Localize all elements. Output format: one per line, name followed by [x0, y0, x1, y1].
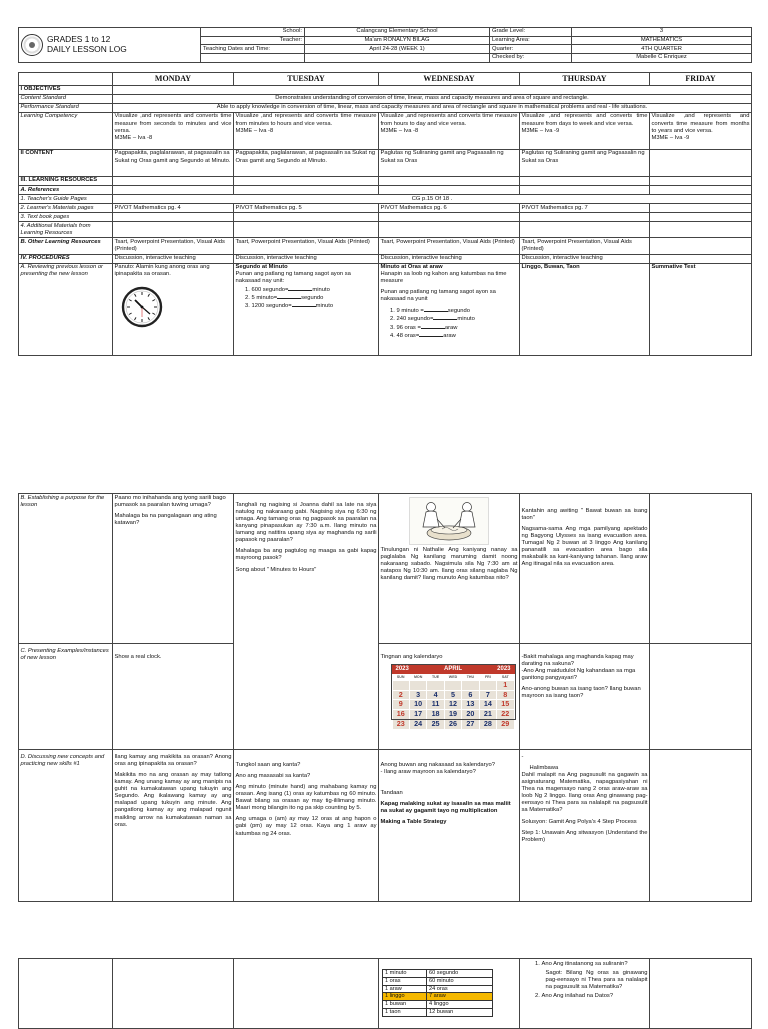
textbook-label: 3. Text book pages	[19, 213, 113, 222]
calendar-day	[480, 681, 496, 690]
calendar-day: 10	[410, 700, 426, 709]
review-tuesday-intro: Punan ang patlang ng tamang sagot ayon sa nakasaad nay unit:	[235, 271, 351, 285]
polya-steps	[520, 959, 650, 1029]
competency-wednesday: Visualize ,and represents and converts time measure from hours to day and vice versa. M3ME – Iva -8	[379, 112, 520, 149]
objectives-label: I OBJECTIVES	[19, 85, 113, 94]
calendar-weekday: SAT	[497, 675, 513, 679]
discussing-thursday	[520, 750, 650, 902]
calendar-day	[445, 681, 461, 690]
table-row: 1 buwan 4 linggo	[383, 1001, 493, 1009]
calendar-year: 2023	[395, 666, 409, 673]
calendar-day	[462, 681, 478, 690]
calendar-day: 4	[427, 691, 443, 700]
calendar-day: 15	[497, 700, 513, 709]
presenting-wednesday-text: Tingnan ang kalendaryo	[380, 654, 443, 660]
wall-clock-icon	[121, 286, 163, 328]
calendar-day: 6	[462, 691, 478, 700]
lm-wednesday: PIVOT Mathematics pg. 6	[379, 204, 520, 213]
calendar-day	[393, 681, 409, 690]
review-wednesday	[379, 263, 520, 355]
list-item: 1. 9 minuto = segundo	[397, 307, 518, 315]
day-tuesday: TUESDAY	[234, 73, 379, 86]
discussing-wednesday-p2: - Ilang araw mayroon sa kalendaryo?	[380, 769, 476, 776]
list-item: 1. Ano Ang itinatanong sa suliranin? Sagot: Bilang Ng oras sa ginawang pag-eensayo ni Thea para sa nalalapit na pagsusulit sa Matematika?	[542, 961, 648, 991]
presenting-thursday-p3: Ano-anong buwan sa isang taon? Ilang buwan mayroon sa isang taon?	[521, 686, 641, 700]
list-item: 1. 600 segundo= minuto	[252, 286, 377, 294]
teachers-guide-text: CG p.15 Of 18 .	[113, 195, 752, 204]
review-wednesday-p1: Hanapin sa loob ng kahon ang katumbas na time measure	[380, 271, 507, 285]
list-item: 3. 1200 segundo= minuto	[252, 302, 377, 310]
list-item: 4. 48 oras= araw	[397, 332, 518, 340]
calendar-day: 28	[480, 720, 496, 729]
discussing-wednesday-p3: Tandaan	[380, 790, 403, 797]
deped-seal-icon	[21, 34, 43, 56]
discussing-monday-p1: Ilang kamay ang makikita sa orasan? Anong oras ang ipinapakita sa orasan?	[114, 754, 232, 768]
day-monday: MONDAY	[113, 73, 234, 86]
calendar-day: 27	[462, 720, 478, 729]
performance-standard-text: Able to apply knowledge in conversion of time, linear, mass and capacity measures and area of rectangle and square in mathematical problems and real - life situations.	[113, 103, 752, 112]
discussing-thursday-p4: Step 1: Unawain Ang sitwasyon (Understand the Problem)	[521, 829, 648, 843]
proc-thursday: Discussion, interactive teaching	[520, 254, 650, 263]
calendar-day: 9	[393, 700, 409, 709]
conversion-cell	[379, 959, 520, 1029]
calendar-day: 11	[427, 700, 443, 709]
area-value: MATHEMATICS	[572, 36, 752, 45]
dates-label: Teaching Dates and Time:	[201, 45, 305, 54]
calendar-day: 8	[497, 691, 513, 700]
content-thursday: Paglutas ng Suliraning gamit ang Pagsasalin ng Sukat sa Oras	[520, 149, 650, 176]
table-row-highlighted: 1 linggo 7 araw	[383, 993, 493, 1001]
quarter-value: 4TH QUARTER	[572, 45, 752, 54]
proc-tuesday: Discussion, interactive teaching	[234, 254, 379, 263]
calendar-day: 23	[393, 720, 409, 729]
dates-value: April 24-28 (WEEK 1)	[305, 45, 490, 54]
school-value: Calangcang Elementary School	[305, 28, 490, 37]
purpose-thursday-p2: Nagsama-sama Ang mga pamilyang apektado ng Bagyong Ulysses sa isang evacuation area. Tumagal Ng 2 buwan at 3 linggo Ang kanilang pananatili sa evacuation area bago sila makabalik sa kani-kaniyang tahanan. Ilang araw Ang itinagal nila sa evacuation area.	[521, 526, 648, 568]
calendar-day: 16	[393, 710, 409, 719]
purpose-tuesday-p1: Tanghali ng nagising si Joanna dahil sa late na siya natulog ng nakaraang gabi. Nagising siya ng 6:30 ng umaga. Ang tamang oras ng pagpasok sa paaralan na kanyang pinapasukan ay 7:30 a.m. Ilang minuto na lamang ang natitira upang siya ay maghanda ng sarili papasok ng paaralan?	[235, 502, 377, 544]
purpose-thursday-p1: Kantahin ang awiting " Bawat buwan sa isang taon"	[521, 508, 648, 522]
quarter-label: Quarter:	[490, 45, 572, 54]
discussing-label: D. Discussing new concepts and practicing new skills #1	[19, 750, 113, 902]
header-block	[18, 27, 751, 63]
competency-friday: Visualize ,and represents and converts time measure from months to years and vice versa. M3ME – Iva -9	[650, 112, 752, 149]
additional-label: 4. Additional Materials from Learning Resources	[19, 222, 113, 238]
purpose-label: B. Establishing a purpose for the lesson	[19, 494, 113, 644]
checked-value: Mabelle C Enriquez	[572, 53, 752, 62]
calendar-day: 14	[480, 700, 496, 709]
purpose-tuesday-p2: Mahalaga ba ang pagtulog ng maaga sa gabi kapag mayroong pasok?	[235, 548, 377, 562]
discussing-tuesday-p3: Ang minuto (minute hand) ang mahabang kamay ng orasan. Ang isang (1) oras ay katumbas ng 60 minuto. Bawat bilang sa orasan ay may tig-ililimang minuto. Maari mong bilangin ito ng pa skip counting by 5.	[235, 784, 377, 812]
calendar-day: 20	[462, 710, 478, 719]
day-header-row	[19, 73, 752, 86]
day-thursday: THURSDAY	[520, 73, 650, 86]
calendar-day: 19	[445, 710, 461, 719]
blank-value	[305, 53, 490, 62]
teacher-label: Teacher:	[201, 36, 305, 45]
review-tuesday	[234, 263, 379, 355]
content-label: II CONTENT	[19, 149, 113, 176]
table-row: 1 araw 24 oras	[383, 985, 493, 993]
purpose-monday-p2: Mahalaga ba na pangalagaan ang ating katawan?	[114, 512, 217, 526]
lm-thursday: PIVOT Mathematics pg. 7	[520, 204, 650, 213]
table-row: 1 taon 12 buwan	[383, 1009, 493, 1017]
presenting-wednesday	[379, 644, 520, 750]
day-wednesday: WEDNESDAY	[379, 73, 520, 86]
calendar-day: 1	[497, 681, 513, 690]
calendar-day: 13	[462, 700, 478, 709]
purpose-tuesday	[234, 494, 379, 750]
calendar-day	[410, 681, 426, 690]
discussing-wednesday-p1: Anong buwan ang nakasaad sa kalendaryo?	[380, 762, 495, 768]
calendar-weekday: THU	[462, 675, 478, 679]
proc-monday: Discussion, interactive teaching	[113, 254, 234, 263]
review-thursday: Linggo, Buwan, Taon	[520, 263, 650, 355]
other-resources-label: B. Other Learning Resources	[19, 238, 113, 254]
title-line-1: GRADES 1 to 12	[47, 34, 111, 45]
review-tuesday-list	[236, 286, 377, 310]
presenting-label: C. Presenting Examples/instances of new lesson	[19, 644, 113, 750]
calendar-weekday: MON	[410, 675, 426, 679]
lesson-table-page-1	[18, 72, 751, 356]
grade-label: Grade Level:	[490, 28, 572, 37]
competency-monday: Visualize ,and represents and converts time measure from seconds to minutes and vice versa. M3ME – Iva -8	[113, 112, 234, 149]
review-wednesday-title: Minuto at Oras at araw	[380, 264, 443, 271]
list-item: 2. 5 minuto= segundo	[252, 294, 377, 302]
other-wednesday: Tsart, Powerpoint Presentation, Visual Aids (Printed)	[379, 238, 520, 254]
calendar-weekday: WED	[445, 675, 461, 679]
lesson-table-page-3	[18, 958, 751, 1029]
discussing-thursday-p3: Solusyon: Gamit Ang Polya's 4 Step Process	[521, 818, 637, 825]
list-item: 3. 96 oras = araw	[397, 324, 518, 332]
table-row: 1 minuto 60 segundo	[383, 970, 493, 978]
procedures-label: IV. PROCEDURES	[19, 254, 113, 263]
purpose-monday-p1: Paano mo inihahanda ang iyong sarili bago pumasok sa paaralan tuwing umaga?	[114, 494, 226, 508]
calendar-day: 17	[410, 710, 426, 719]
calendar-day: 21	[480, 710, 496, 719]
discussing-wednesday-p5: Making a Table Strategy	[380, 819, 447, 826]
presenting-thursday-p1: -Bakit mahalaga ang maghanda kapag may darating na sakuna?	[521, 654, 634, 668]
answer-1: Sagot: Bilang Ng oras sa ginawang pag-eensayo ni Thea para sa nalalapit na pagsusulit sa Matematika?	[545, 970, 648, 991]
lm-monday: PIVOT Mathematics pg. 4	[113, 204, 234, 213]
calendar-image	[391, 664, 516, 728]
review-monday-text: Panuto: Alamin kung anong oras ang ipinapakita sa orasan.	[114, 264, 210, 278]
content-monday: Pagpapakita, paglalarawan, at pagsasalin sa Sukat ng Oras gamit ang Segundo at Minuto.	[113, 149, 234, 176]
presenting-thursday-p2: -Ano Ang maidudulot Ng kahandaan sa mga ganitong pangyayari?	[521, 668, 636, 682]
content-wednesday: Paglutas ng Suliraning gamit ang Pagsasalin ng Sukat sa Oras	[379, 149, 520, 176]
purpose-tuesday-p3: Song about " Minutes to Hours"	[235, 566, 317, 573]
checked-label: Checked by:	[490, 53, 572, 62]
title-line-2: DAILY LESSON LOG	[47, 43, 127, 54]
discussing-thursday-p1: Halimbawa	[529, 765, 559, 772]
calendar-year-right: 2023	[497, 666, 511, 673]
discussing-wednesday-p4: Kapag malaking sukat ay isasalin sa mas maliit na sukat ay gagamit tayo ng multiplication	[380, 801, 511, 815]
other-tuesday: Tsart, Powerpoint Presentation, Visual Aids (Printed)	[234, 238, 379, 254]
calendar-day: 29	[497, 720, 513, 729]
discussing-thursday-p2: Dahil malapit na Ang pagsusulit na gagawin sa asignaturang Matematika, napagpasiyahan ni Thea na magensayo nang 2 oras araw-araw sa loob Ng 2 linggo. Ilang oras Ang ginawang pag-eensayo ni Thea para sa nalalapit na pagsusulit sa Matematika?	[521, 772, 648, 814]
learners-materials-label: 2. Learner's Materials pages	[19, 204, 113, 213]
competency-tuesday: Visualize ,and represents and converts time measure from minutes to hours and vice versa. M3ME – Iva -8	[234, 112, 379, 149]
review-monday	[113, 263, 234, 355]
calendar-day: 5	[445, 691, 461, 700]
calendar-day: 25	[427, 720, 443, 729]
discussing-tuesday-p4: Ang umaga o (am) ay may 12 oras at ang hapon o gabi (pm) ay may 12 oras. Kaya ang 1 araw ay katumbas ng 24 oras.	[235, 816, 377, 837]
review-friday: Summative Test	[650, 263, 752, 355]
teacher-value: Ma'am RONALYN BILAG	[305, 36, 490, 45]
presenting-thursday	[520, 644, 650, 750]
list-item: 2. Ano Ang inilahad na Datos?	[542, 993, 648, 1000]
review-label: A. Reviewing previous lesson or presenting the new lesson	[19, 263, 113, 355]
calendar-weekday: FRI	[480, 675, 496, 679]
other-monday: Tsart, Powerpoint Presentation, Visual Aids (Printed)	[113, 238, 234, 254]
calendar-day: 26	[445, 720, 461, 729]
calendar-day: 3	[410, 691, 426, 700]
discussing-wednesday	[379, 750, 520, 902]
content-standard-text: Demonstrates understanding of conversion of time, linear, mass and capacity measures and area of square and rectangle.	[113, 94, 752, 103]
discussing-tuesday-p1: Tungkol saan ang kanta?	[235, 762, 301, 768]
content-tuesday: Pagpapakita, paglalarawan, at pagsasalin sa Sukat ng Oras gamit ang Segundo at Minuto.	[234, 149, 379, 176]
other-thursday: Tsart, Powerpoint Presentation, Visual Aids (Printed)	[520, 238, 650, 254]
day-friday: FRIDAY	[650, 73, 752, 86]
kids-laundry-illustration	[409, 497, 489, 545]
school-label: School:	[201, 28, 305, 37]
competency-label: Learning Competency	[19, 112, 113, 149]
blank-label	[201, 53, 305, 62]
purpose-thursday	[520, 494, 650, 644]
calendar-grid	[392, 674, 515, 729]
references-label: A. References	[19, 186, 113, 195]
review-tuesday-title: Segundo at Minuto	[235, 264, 288, 271]
review-wednesday-list	[381, 307, 518, 339]
review-wednesday-p2: Punan ang patlang ng tamang sagot ayon sa nakasaad na yunit	[380, 289, 496, 303]
performance-standard-label: Performance Standard	[19, 103, 113, 112]
calendar-day: 22	[497, 710, 513, 719]
calendar-month: APRIL	[444, 666, 462, 673]
discussing-monday-p2: Makikita mo na ang orasan ay may tatlong kamay. Ang unang kamay ay ang manipis na guhit na kumakatawan upang tukuyin ang Segundo. Ang ikalawang kamay ay ang malapad upang tukuyin ang minute. Ang pangatlong kamay ay ang malapad ngunit maikling arrow na kumakatawan naman sa oras.	[114, 772, 232, 828]
list-item: 2. 240 segundo= minuto	[397, 315, 518, 323]
discussing-tuesday	[234, 750, 379, 902]
resources-label: III. LEARNING RESOURCES	[19, 176, 113, 185]
calendar-day: 24	[410, 720, 426, 729]
discussing-monday	[113, 750, 234, 902]
competency-thursday: Visualize ,and represents and converts time measure from days to week and vice versa. M3ME – Iva -9	[520, 112, 650, 149]
lm-tuesday: PIVOT Mathematics pg. 5	[234, 204, 379, 213]
teachers-guide-label: 1. Teacher's Guide Pages	[19, 195, 113, 204]
table-row: 1 oras 60 minuto	[383, 977, 493, 985]
calendar-day: 12	[445, 700, 461, 709]
purpose-wednesday-text: Tinulungan ni Nathalie Ang kaniyang nanay sa paglalaba Ng kaniIang maruming damit noong nakaraang sabado. Nagsimula sila Ng 7:30 am at natapos Ng 10:30 am. Ilang oras silang naglaba Ng kanilang damit? Ilang munuto Ang katumbas nito?	[380, 546, 518, 581]
calendar-day: 7	[480, 691, 496, 700]
calendar-day: 2	[393, 691, 409, 700]
area-label: Learning Area:	[490, 36, 572, 45]
calendar-weekday: TUE	[427, 675, 443, 679]
lesson-table-page-2	[18, 493, 751, 902]
conversion-table	[382, 969, 493, 1017]
presenting-monday: Show a real clock.	[113, 644, 234, 750]
calendar-day	[427, 681, 443, 690]
title-cell	[19, 28, 201, 63]
discussing-tuesday-p2: Ano ang masasabi sa kanta?	[235, 773, 311, 780]
content-standard-label: Content Standard	[19, 94, 113, 103]
purpose-monday	[113, 494, 234, 644]
calendar-day: 18	[427, 710, 443, 719]
grade-value: 3	[572, 28, 752, 37]
purpose-wednesday	[379, 494, 520, 644]
calendar-weekday: SUN	[393, 675, 409, 679]
proc-wednesday: Discussion, interactive teaching	[379, 254, 520, 263]
discussing-thursday-dash: -	[521, 754, 524, 760]
